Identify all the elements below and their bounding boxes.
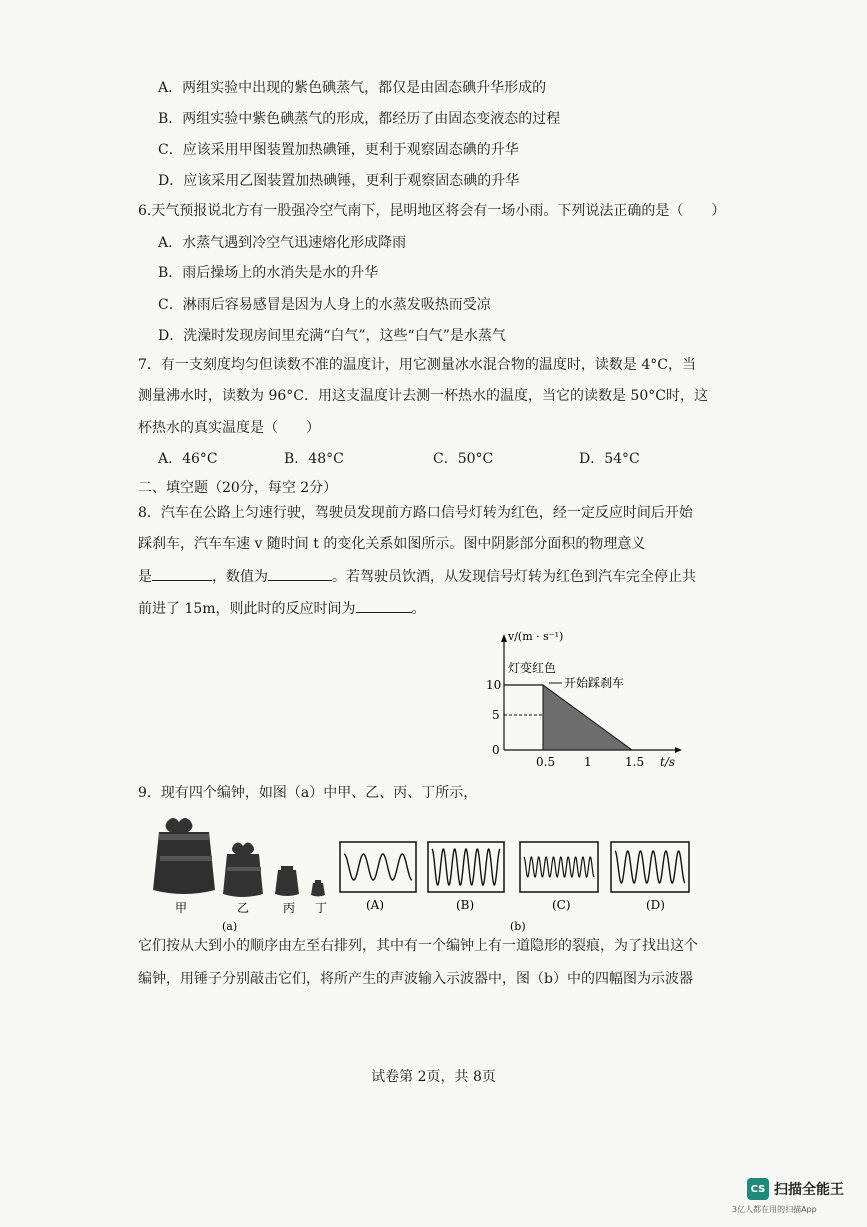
scope-b-wave (432, 849, 500, 885)
q5-option-d: D．应该采用乙图装置加热碘锤，更利于观察固态碘的升华 (158, 173, 520, 189)
q9-stem: 9．现有四个编钟，如图（a）中甲、乙、丙、丁所示， (138, 785, 478, 801)
scope-label-a: (A) (366, 898, 385, 912)
bell-ding (311, 880, 325, 897)
x-tick-1-5: 1.5 (625, 755, 645, 768)
scope-label-d: (D) (646, 898, 665, 912)
figure-b-label: (b) (510, 920, 526, 933)
q8-line4-a: 前进了 15m，则此时的反应时间为 (138, 601, 356, 617)
figure-a-label: (a) (222, 920, 238, 933)
x-axis-arrow (675, 747, 682, 753)
q8-line2: 踩刹车，汽车车速 v 随时间 t 的变化关系如图所示。图中阴影部分面积的物理意义 (138, 536, 646, 552)
annotation-light-red: 灯变红色 (508, 661, 557, 675)
bell-label-bing: 丙 (283, 901, 296, 915)
q7-line1: 7．有一支刻度均匀但读数不准的温度计，用它测量冰水混合物的温度时，读数是 4°C，当 (138, 357, 696, 373)
x-axis-label: t/s (660, 755, 676, 768)
bell-jia (153, 818, 215, 894)
q7-line3: 杯热水的真实温度是（ ） (138, 420, 320, 436)
scope-label-c: (C) (552, 898, 571, 912)
scope-label-b: (B) (456, 898, 475, 912)
y-tick-10: 10 (486, 678, 502, 692)
q8-line3-c: 。若驾驶员饮酒，从发现信号灯转为红色到汽车完全停止共 (332, 569, 696, 585)
shaded-braking-area (543, 685, 632, 750)
bell-yi (223, 843, 263, 898)
scanner-watermark (747, 1178, 844, 1200)
q9-line3: 编钟，用锤子分别敲击它们，将所产生的声波输入示波器中，图（b）中的四幅图为示波器 (138, 971, 693, 987)
bell-label-ding: 丁 (315, 901, 328, 915)
y-tick-5: 5 (492, 708, 500, 722)
q7-choice-c: C．50°C (433, 451, 494, 467)
bells-figure-a (145, 812, 335, 934)
x-tick-0-5: 0.5 (536, 755, 556, 768)
bell-bing (275, 866, 299, 896)
q5-option-a: A．两组实验中出现的紫色碘蒸气，都仅是由固态碘升华形成的 (158, 80, 547, 96)
q6-option-b: B．雨后操场上的水消失是水的升华 (158, 265, 379, 281)
q8-line3-b: ，数值为 (212, 569, 268, 585)
q6-option-a: A．水蒸气遇到冷空气迅速熔化形成降雨 (158, 235, 407, 251)
q8-line1: 8．汽车在公路上匀速行驶，驾驶员发现前方路口信号灯转为红色，经一定反应时间后开始 (138, 505, 693, 521)
bell-label-jia: 甲 (175, 901, 188, 915)
scope-c-wave (524, 857, 594, 877)
q8-line4-b: 。 (411, 601, 426, 617)
q9-line2: 它们按从大到小的顺序由左至右排列，其中有一个编钟上有一道隐形的裂痕，为了找出这个 (138, 938, 698, 954)
y-tick-0: 0 (492, 743, 500, 757)
q7-choice-a: A．46°C (158, 451, 218, 467)
section-heading: 二、填空题（20分，每空 2分） (138, 480, 338, 496)
scope-a-wave (344, 854, 412, 880)
q5-option-b: B．两组实验中紫色碘蒸气的形成，都经历了由固态变液态的过程 (158, 111, 561, 127)
q6-option-d: D．洗澡时发现房间里充满“白气”，这些“白气”是水蒸气 (158, 328, 506, 344)
q5-option-c: C．应该采用甲图装置加热碘锤，更利于观察固态碘的升华 (158, 142, 519, 158)
page-footer: 试卷第 2页，共 8页 (371, 1069, 496, 1085)
bell-label-yi: 乙 (237, 901, 250, 915)
annotation-start-brake: 开始踩刹车 (564, 676, 625, 690)
oscilloscope-figure-b (336, 838, 706, 934)
blank-2[interactable] (268, 566, 332, 581)
scope-d-wave (615, 851, 685, 883)
velocity-time-graph (470, 628, 690, 768)
q7-choice-b: B．48°C (284, 451, 344, 467)
q8-line3 (138, 566, 696, 587)
scanner-tagline: 3亿人都在用的扫描App (732, 1205, 817, 1214)
q7-line2: 测量沸水时，读数为 96°C．用这支温度计去测一杯热水的温度，当它的读数是 50°C时，这 (138, 388, 708, 404)
y-axis-label: v/(m · s⁻¹) (508, 630, 564, 643)
q6-option-c: C．淋雨后容易感冒是因为人身上的水蒸发吸热而受凉 (158, 297, 491, 313)
q6-stem: 6.天气预报说北方有一股强冷空气南下，昆明地区将会有一场小雨。下列说法正确的是（ ） (138, 203, 726, 219)
blank-3[interactable] (356, 598, 412, 613)
q8-line4 (138, 598, 426, 619)
q7-choice-d: D．54°C (579, 451, 640, 467)
x-tick-1: 1 (584, 755, 592, 768)
y-axis-arrow (501, 634, 507, 642)
camscanner-logo-icon: CS (747, 1178, 769, 1200)
q8-line3-a: 是 (138, 569, 152, 585)
scanner-app-name: 扫描全能王 (774, 1182, 844, 1198)
blank-1[interactable] (152, 566, 212, 581)
